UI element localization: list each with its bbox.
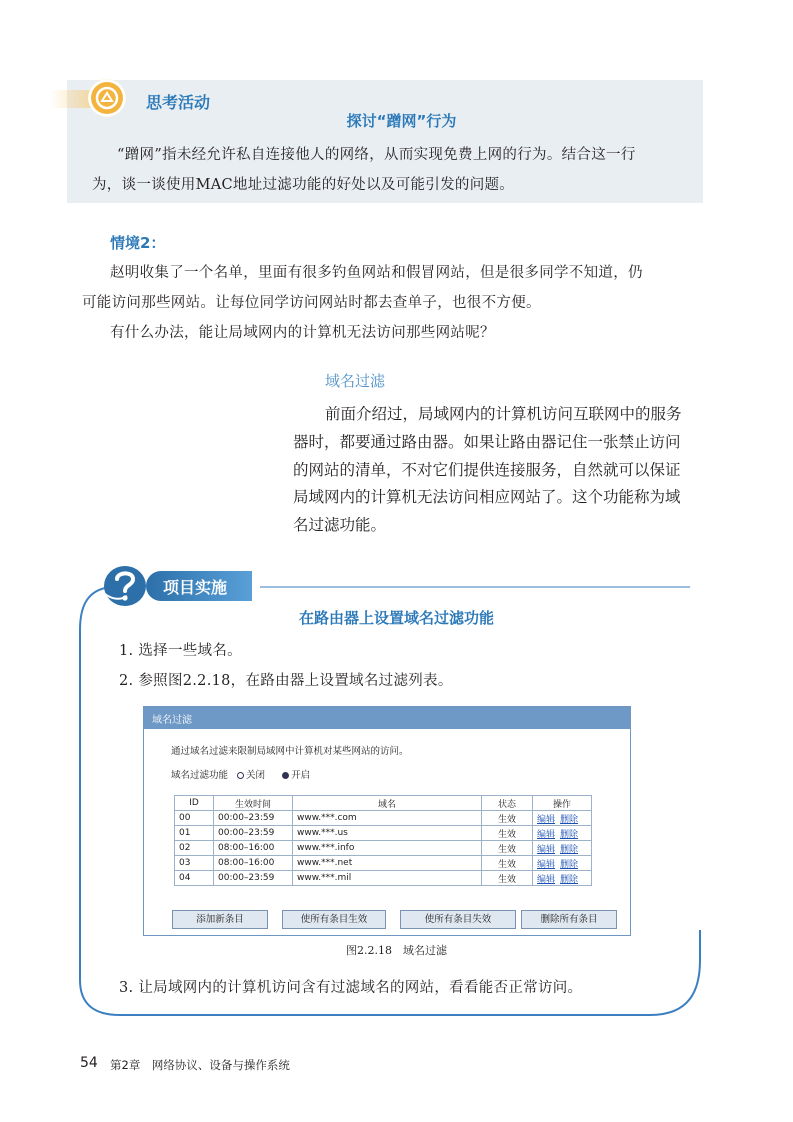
router-domain-filter-panel [143, 706, 631, 936]
situation-paragraph-line: 可能访问那些网站。让每位同学访问网站时都去查单子，也很不方便。 [82, 295, 541, 311]
radio-off[interactable] [237, 772, 244, 779]
project-subtitle: 在路由器上设置域名过滤功能 [298, 609, 494, 627]
domain-filter-line: 局域网内的计算机无法访问相应网站了。这个功能称为域 [293, 488, 681, 506]
row-time: 00:00–23:59 [214, 811, 293, 826]
radio-on-label: 开启 [291, 770, 311, 781]
thinking-title: 探讨“蹭网”行为 [346, 112, 457, 130]
project-step: 1. 选择一些域名。 [119, 643, 242, 659]
table-row [175, 871, 592, 886]
edit-link[interactable]: 编辑 [537, 844, 556, 855]
row-actions [533, 811, 592, 826]
edit-link[interactable]: 编辑 [537, 814, 556, 825]
question-mark-icon [101, 564, 147, 608]
thinking-paragraph-line: “蹭网”指未经允许私自连接他人的网络，从而实现免费上网的行为。结合这一行 [117, 147, 636, 163]
row-actions [533, 841, 592, 856]
row-status: 生效 [482, 871, 533, 886]
row-id: 01 [175, 826, 214, 841]
disable-all-button[interactable]: 使所有条目失效 [400, 910, 516, 929]
delete-link[interactable]: 删除 [560, 814, 579, 825]
column-header-domain: 域名 [293, 796, 482, 811]
edit-link[interactable]: 编辑 [537, 859, 556, 870]
domain-filter-table [174, 795, 592, 886]
column-header-action: 操作 [533, 796, 592, 811]
row-id: 00 [175, 811, 214, 826]
figure-caption: 图2.2.18 域名过滤 [346, 944, 447, 957]
router-panel-header [144, 707, 630, 729]
filter-function-label: 域名过滤功能 [171, 770, 229, 781]
table-row [175, 811, 592, 826]
row-id: 02 [175, 841, 214, 856]
delete-link[interactable]: 删除 [560, 844, 579, 855]
edit-link[interactable]: 编辑 [537, 874, 556, 885]
edit-link[interactable]: 编辑 [537, 829, 556, 840]
row-status: 生效 [482, 841, 533, 856]
radio-on[interactable] [282, 772, 289, 779]
delete-link[interactable]: 删除 [560, 874, 579, 885]
delete-link[interactable]: 删除 [560, 829, 579, 840]
row-domain: www.***.us [293, 826, 482, 841]
enable-all-button[interactable]: 使所有条目生效 [282, 910, 386, 929]
situation-title: 情境2： [110, 234, 166, 252]
row-status: 生效 [482, 856, 533, 871]
situation-paragraph-line: 有什么办法，能让局域网内的计算机无法访问那些网站呢？ [110, 325, 495, 341]
domain-filter-line: 前面介绍过，局域网内的计算机访问互联网中的服务 [325, 405, 682, 423]
project-step: 2. 参照图2.2.18，在路由器上设置域名过滤列表。 [119, 673, 453, 689]
radio-off-label: 关闭 [246, 770, 266, 781]
row-domain: www.***.com [293, 811, 482, 826]
router-description: 通过域名过滤来限制局域网中计算机对某些网站的访问。 [171, 746, 409, 757]
project-label: 项目实施 [163, 578, 228, 597]
filter-function-row [171, 767, 310, 781]
thinking-label: 思考活动 [146, 93, 211, 112]
add-entry-button[interactable]: 添加新条目 [172, 910, 268, 929]
router-panel-title: 域名过滤 [152, 715, 192, 726]
row-id: 03 [175, 856, 214, 871]
table-row [175, 856, 592, 871]
column-header-status: 状态 [482, 796, 533, 811]
row-actions [533, 826, 592, 841]
domain-filter-line: 器时，都要通过路由器。如果让路由器记住一张禁止访问 [293, 433, 681, 451]
domain-filter-line: 名过滤功能。 [293, 516, 387, 534]
row-time: 00:00–23:59 [214, 826, 293, 841]
column-header-id: ID [175, 796, 214, 811]
row-id: 04 [175, 871, 214, 886]
table-row [175, 826, 592, 841]
delete-link[interactable]: 删除 [560, 859, 579, 870]
chapter-title: 第2章 网络协议、设备与操作系统 [110, 1058, 290, 1072]
row-status: 生效 [482, 811, 533, 826]
row-time: 08:00–16:00 [214, 856, 293, 871]
domain-filter-title: 域名过滤 [325, 372, 386, 390]
table-row [175, 841, 592, 856]
thinking-paragraph-line: 为，谈一谈使用MAC地址过滤功能的好处以及可能引发的问题。 [92, 177, 515, 193]
row-actions [533, 871, 592, 886]
domain-filter-line: 的网站的清单，不对它们提供连接服务，自然就可以保证 [293, 461, 681, 479]
row-domain: www.***.info [293, 841, 482, 856]
row-status: 生效 [482, 826, 533, 841]
project-step: 3. 让局域网内的计算机访问含有过滤域名的网站，看看能否正常访问。 [119, 980, 583, 996]
delete-all-button[interactable]: 删除所有条目 [521, 910, 617, 929]
row-time: 00:00–23:59 [214, 871, 293, 886]
row-domain: www.***.net [293, 856, 482, 871]
row-actions [533, 856, 592, 871]
page-number: 54 [80, 1055, 98, 1071]
row-time: 08:00–16:00 [214, 841, 293, 856]
row-domain: www.***.mil [293, 871, 482, 886]
situation-paragraph-line: 赵明收集了一个名单，里面有很多钓鱼网站和假冒网站，但是很多同学不知道，仍 [110, 265, 643, 281]
column-header-time: 生效时间 [214, 796, 293, 811]
table-header-row [175, 796, 592, 811]
